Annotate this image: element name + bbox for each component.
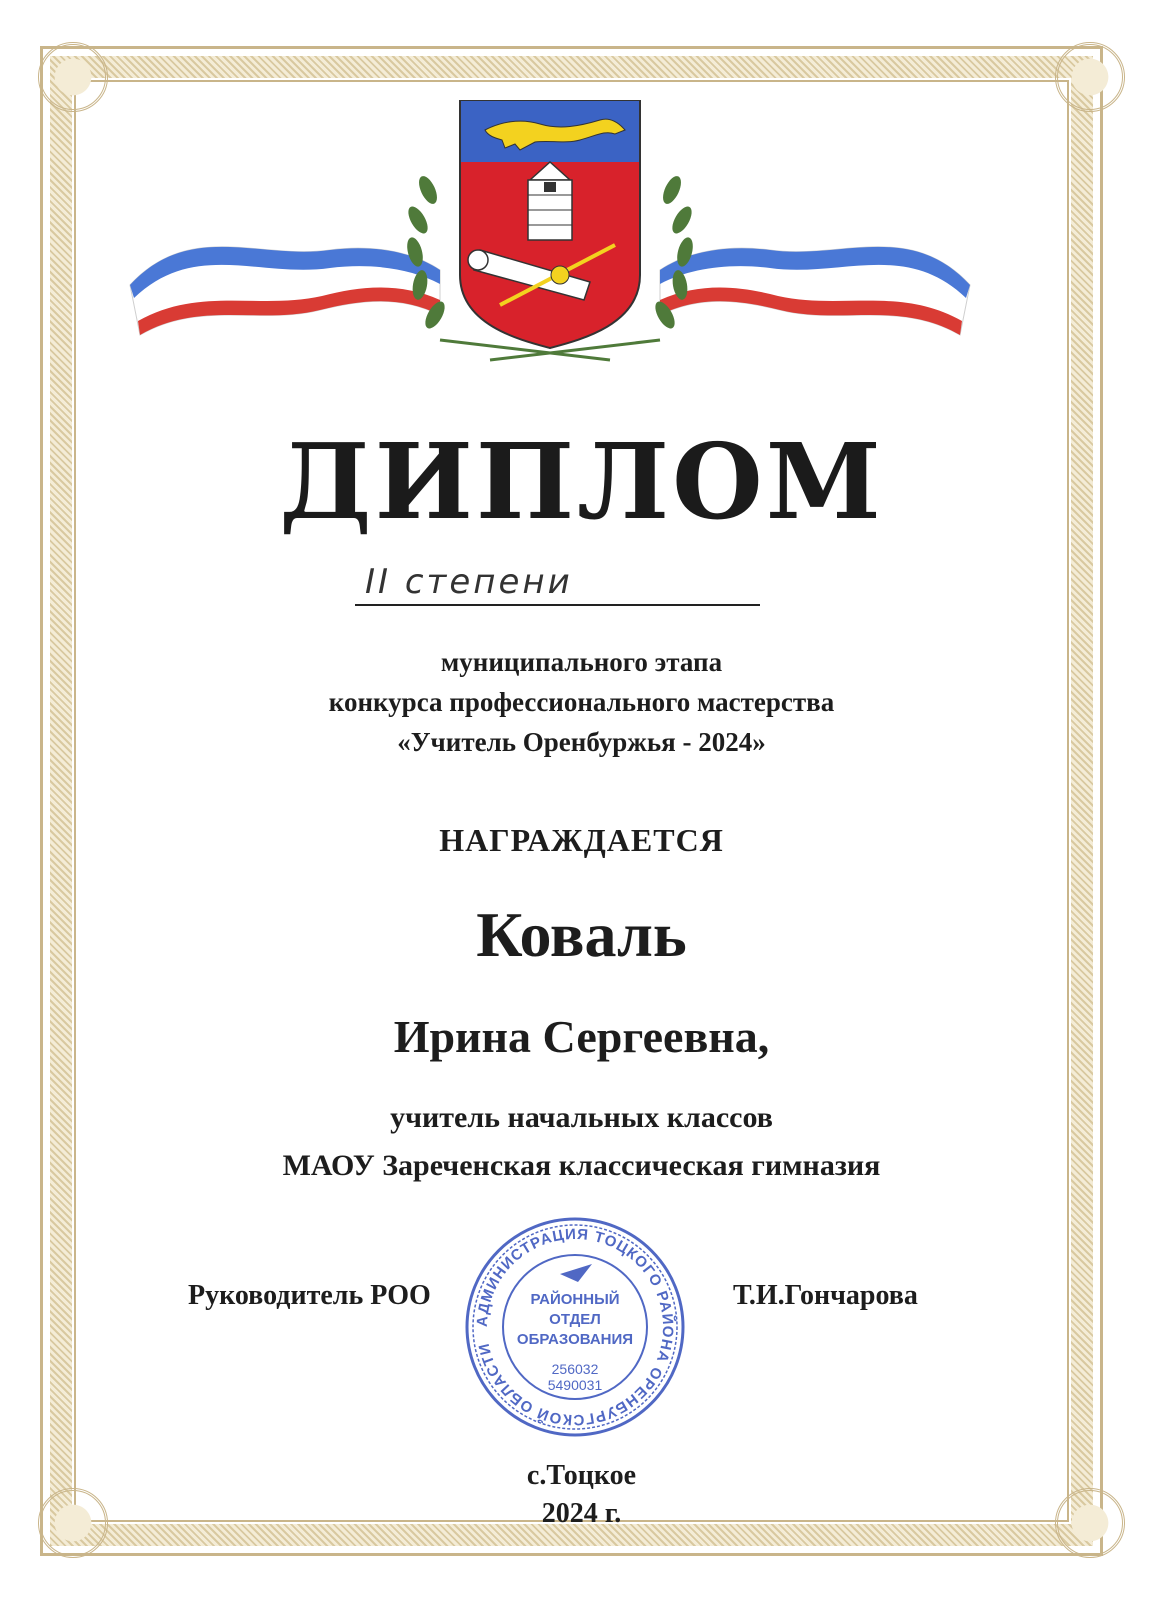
stamp-inner-line: ОТДЕЛ [549, 1311, 601, 1328]
awarded-label: НАГРАЖДАЕТСЯ [439, 822, 724, 858]
official-seal-icon [460, 1212, 690, 1442]
stamp-inner-line: ОБРАЗОВАНИЯ [516, 1331, 634, 1348]
position-line: МАОУ Зареченская классическая гимназия [282, 1149, 881, 1182]
stamp-number: 5490031 [547, 1377, 603, 1393]
contest-line: муниципального этапа [440, 647, 723, 677]
stamp-inner-line: РАЙОННЫЙ [530, 1291, 620, 1308]
corner-ornament-icon [1055, 42, 1125, 112]
degree-handwritten: II степени [365, 562, 573, 602]
recipient-given-name: Ирина Сергеевна, [393, 1011, 770, 1062]
recipient-position [0, 1094, 1163, 1190]
contest-description [0, 642, 1163, 762]
degree-underline [355, 564, 760, 606]
contest-line: «Учитель Оренбуржья - 2024» [397, 727, 766, 757]
corner-ornament-icon [38, 42, 108, 112]
signer-name: Т.И.Гончарова [733, 1280, 918, 1311]
position-line: учитель начальных классов [390, 1101, 773, 1134]
recipient-surname: Коваль [476, 899, 687, 970]
signer-role: Руководитель РОО [188, 1280, 431, 1311]
footer-year: 2024 г. [541, 1498, 622, 1529]
footer-place: с.Тоцкое [526, 1460, 637, 1491]
contest-line: конкурса профессионального мастерства [328, 687, 835, 717]
coat-of-arms-icon [110, 100, 990, 390]
stamp-outer-text: АДМИНИСТРАЦИЯ ТОЦКОГО РАЙОНА ОРЕНБУРГСКОЙ ОБЛАСТИ [473, 1225, 677, 1429]
document-title: ДИПЛОМ [279, 420, 884, 543]
stamp-number: 256032 [551, 1361, 599, 1377]
